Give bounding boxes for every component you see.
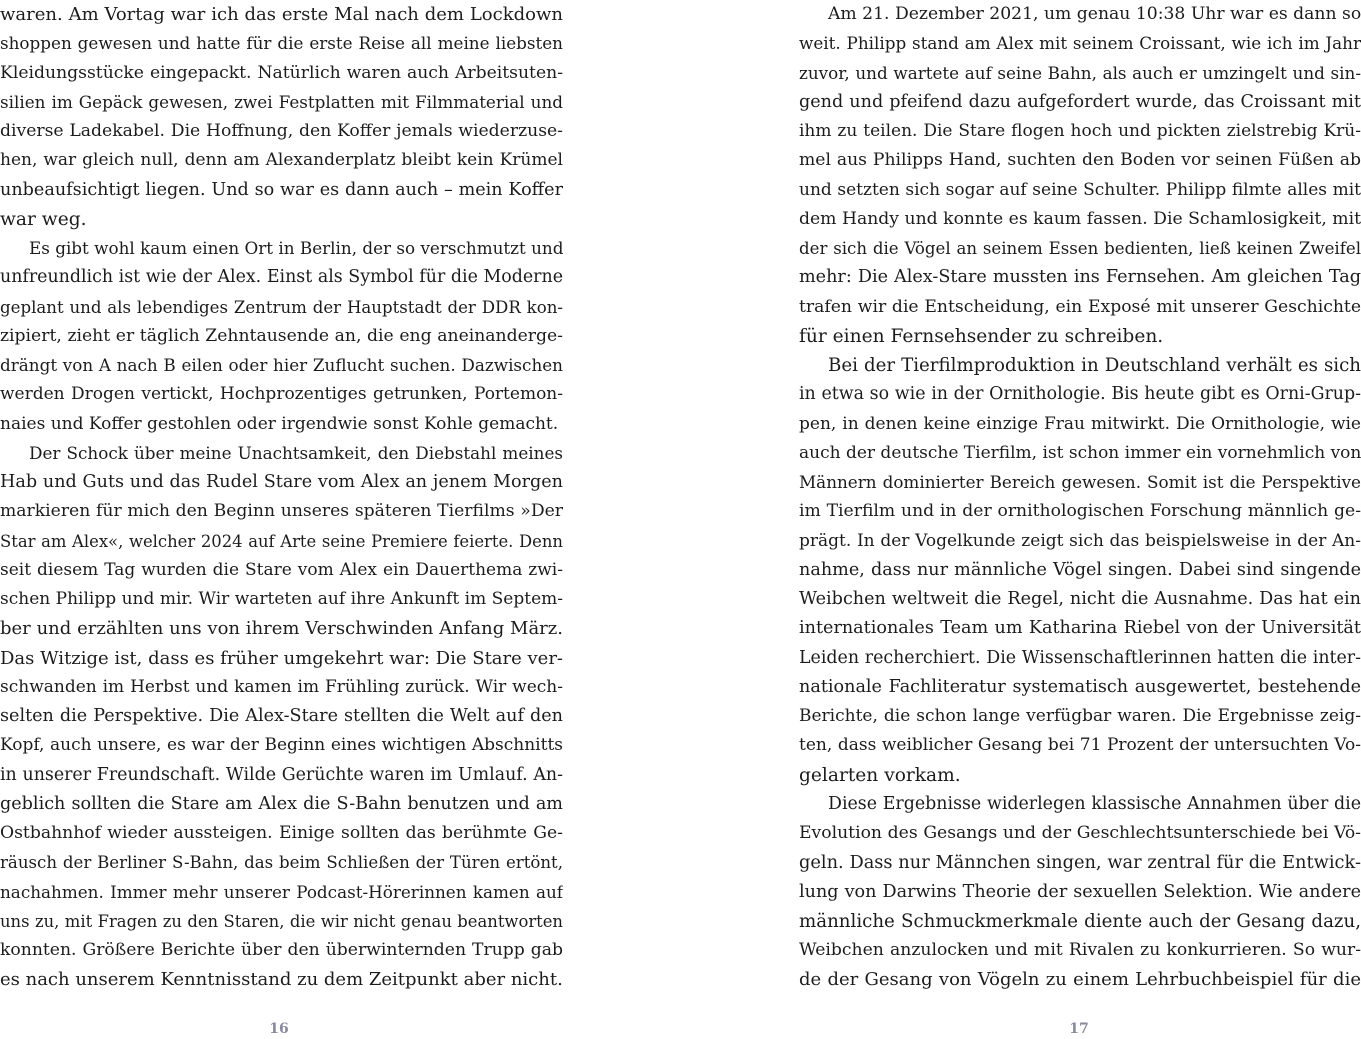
text-line: naies und Koffer gestohlen oder irgendwie sonst Kohle gemacht. [0, 413, 559, 434]
text-line: unbeaufsichtigt liegen. Und so war es dann auch – mein Koffer [0, 179, 563, 200]
text-line: nahme, dass nur männliche Vögel singen. Dabei sind singende [799, 559, 1361, 580]
text-line: und setzten sich sogar auf seine Schulter. Philipp filmte alles mit [799, 179, 1361, 200]
text-line: ten, dass weiblicher Gesang bei 71 Prozent der untersuchten Vo- [799, 735, 1361, 756]
text-line: prägt. In der Vogelkunde zeigt sich das beispielsweise in der An- [799, 530, 1361, 551]
text-line: dem Handy und konnte es kaum fassen. Die Schamlosigkeit, mit [799, 208, 1361, 229]
text-line: räusch der Berliner S-Bahn, das beim Schließen der Türen ertönt, [0, 853, 563, 873]
text-line: schen Philipp und mir. Wir warteten auf ihre Ankunft im Septem- [0, 589, 563, 609]
text-line: Männern dominierter Bereich gewesen. Somit ist die Perspektive [799, 472, 1361, 492]
text-line: schwanden im Herbst und kamen im Frühling zurück. Wir wech- [0, 676, 563, 697]
text-line: ber und erzählten uns von ihrem Verschwinden Anfang März. [0, 618, 563, 640]
left-page-text [0, 0, 563, 995]
text-line: werden Drogen vertickt, Hochprozentiges getrunken, Portemon- [0, 384, 563, 405]
text-line: Hab und Guts und das Rudel Stare vom Alex an jenem Morgen [0, 472, 563, 492]
left-page-number: 16 [269, 1021, 289, 1037]
text-line: mehr: Die Alex-Stare mussten ins Fernsehen. Am gleichen Tag [799, 267, 1361, 288]
text-line: ihm zu teilen. Die Stare flogen hoch und pickten zielstrebig Krü- [799, 121, 1361, 141]
text-line: shoppen gewesen und hatte für die erste Reise all meine liebsten [0, 33, 563, 54]
text-line: nationale Fachliteratur systematisch ausgewertet, bestehende [799, 676, 1361, 697]
text-line: uns zu, mit Fragen zu den Staren, die wir nicht genau beantworten [0, 911, 563, 931]
text-line: auch der deutsche Tierfilm, ist schon immer ein vornehmlich von [799, 442, 1361, 463]
text-line: männliche Schmuckmerkmale diente auch der Gesang dazu, [799, 910, 1361, 932]
text-line: seit diesem Tag wurden die Stare vom Alex ein Dauerthema zwi- [0, 559, 563, 580]
text-line: für einen Fernsehsender zu schreiben. [799, 325, 1164, 347]
text-line: zuvor, und wartete auf seine Bahn, als auch er umzingelt und sin- [799, 62, 1361, 83]
text-line: mel aus Philipps Hand, suchten den Boden vor seinen Füßen ab [799, 150, 1361, 171]
text-line: Evolution des Gesangs und der Geschlechtsunterschiede bei Vö- [799, 823, 1361, 843]
text-line: unfreundlich ist wie der Alex. Einst als Symbol für die Moderne [0, 267, 563, 288]
text-line: Bei der Tierfilmproduktion in Deutschland verhält es sich [828, 355, 1361, 376]
text-line: Weibchen anzulocken und mit Rivalen zu konkurrieren. So wur- [799, 940, 1361, 960]
right-page-text [799, 0, 1361, 995]
text-line: Diese Ergebnisse widerlegen klassische Annahmen über die [828, 793, 1361, 814]
text-line: geplant und als lebendiges Zentrum der Hauptstadt der DDR kon- [0, 297, 563, 317]
text-line: internationales Team um Katharina Riebel von der Universität [799, 618, 1361, 639]
text-line: Berichte, die schon lange verfügbar waren. Die Ergebnisse zeig- [799, 706, 1361, 726]
text-line: geblich sollten die Stare am Alex die S-Bahn benutzen und am [0, 793, 563, 814]
text-line: geln. Dass nur Männchen singen, war zentral für die Entwick- [799, 852, 1361, 874]
text-line: Weibchen weltweit die Regel, nicht die Ausnahme. Das hat ein [799, 589, 1361, 609]
text-line: Leiden recherchiert. Die Wissenschaftlerinnen hatten die inter- [799, 647, 1361, 668]
right-page-number: 17 [1069, 1021, 1089, 1037]
text-line: Es gibt wohl kaum einen Ort in Berlin, der so verschmutzt und [29, 238, 563, 258]
text-line: markieren für mich den Beginn unseres späteren Tierfilms »Der [0, 501, 563, 522]
text-line: konnten. Größere Berichte über den überwinternden Trupp gab [0, 940, 563, 960]
text-line: silien im Gepäck gewesen, zwei Festplatten mit Filmmaterial und [0, 91, 563, 112]
text-line: diverse Ladekabel. Die Hoffnung, den Koffer jemals wiederzuse- [0, 121, 563, 141]
text-line: gend und pfeifend dazu aufgefordert wurde, das Croissant mit [799, 91, 1361, 112]
text-line: Das Witzige ist, dass es früher umgekehrt war: Die Stare ver- [0, 647, 563, 669]
text-line: Kopf, auch unsere, es war der Beginn eines wichtigen Abschnitts [0, 735, 563, 756]
text-line: es nach unserem Kenntnisstand zu dem Zeitpunkt aber nicht. [0, 969, 563, 991]
text-line: gelarten vorkam. [799, 764, 961, 786]
text-line: selten die Perspektive. Die Alex-Stare stellten die Welt auf den [0, 706, 563, 726]
text-line: Am 21. Dezember 2021, um genau 10:38 Uhr war es dann so [828, 4, 1361, 24]
text-line: im Tierfilm und in der ornithologischen Forschung männlich ge- [799, 501, 1361, 522]
text-line: Ostbahnhof wieder aussteigen. Einige sollten das berühmte Ge- [0, 823, 563, 843]
text-line: hen, war gleich null, denn am Alexanderplatz bleibt kein Krümel [0, 150, 563, 171]
text-line: in unserer Freundschaft. Wilde Gerüchte waren im Umlauf. An- [0, 764, 563, 785]
text-line: waren. Am Vortag war ich das erste Mal nach dem Lockdown [0, 4, 563, 25]
text-line: trafen wir die Entscheidung, ein Exposé mit unserer Geschichte [799, 296, 1361, 317]
text-line: lung von Darwins Theorie der sexuellen Selektion. Wie andere [799, 881, 1361, 902]
text-line: Der Schock über meine Unachtsamkeit, den Diebstahl meines [29, 442, 563, 463]
text-line: der sich die Vögel an seinem Essen bedienten, ließ keinen Zweifel [799, 239, 1361, 258]
text-line: in etwa so wie in der Ornithologie. Bis heute gibt es Orni-Grup- [799, 384, 1361, 405]
text-line: Kleidungsstücke eingepackt. Natürlich waren auch Arbeitsuten- [0, 62, 563, 83]
text-line: Star am Alex«, welcher 2024 auf Arte seine Premiere feierte. Denn [0, 531, 563, 551]
text-line: weit. Philipp stand am Alex mit seinem Croissant, wie ich im Jahr [799, 33, 1361, 54]
text-line: zipiert, zieht er täglich Zehntausende an, die eng aneinanderge- [0, 325, 563, 346]
text-line: drängt von A nach B eilen oder hier Zuflucht suchen. Dazwischen [0, 355, 563, 375]
text-line: war weg. [0, 208, 87, 230]
text-line: nachahmen. Immer mehr unserer Podcast-Hörerinnen kamen auf [0, 881, 563, 902]
text-line: de der Gesang von Vögeln zu einem Lehrbuchbeispiel für die [799, 969, 1361, 991]
text-line: pen, in denen keine einzige Frau mitwirkt. Die Ornithologie, wie [799, 413, 1361, 434]
